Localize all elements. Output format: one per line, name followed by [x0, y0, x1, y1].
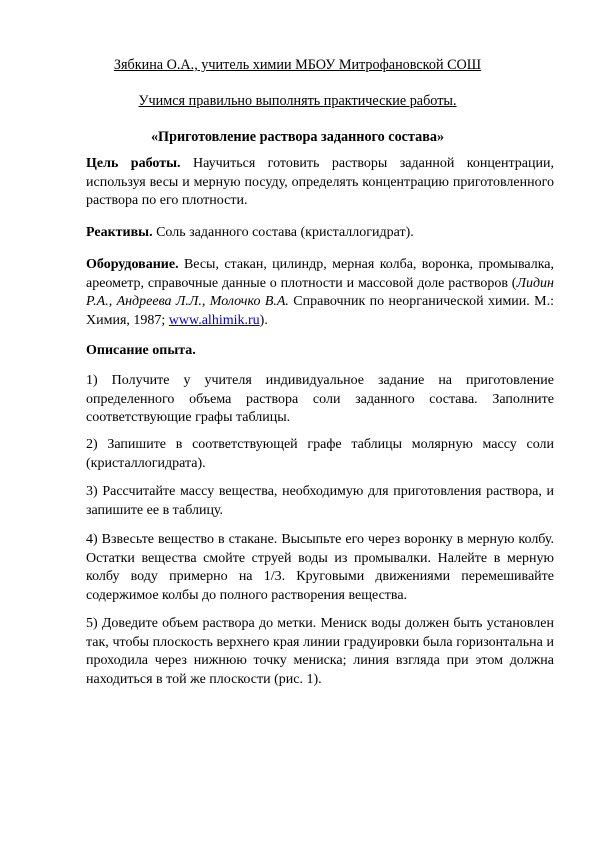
equipment-label: Оборудование. — [86, 257, 179, 272]
step-3-line-1: 3) Рассчитайте массу вещества, необходимую для приготовления раствора, и — [86, 484, 554, 499]
description-section — [86, 342, 554, 361]
goal-line-3: раствора по его плотности. — [86, 193, 248, 209]
step-5-line-4: находиться в той же плоскости (рис. 1). — [86, 671, 322, 687]
step-5-line-2: так, чтобы плоскость верхнего края линии градуировки была горизонтальна и — [86, 634, 554, 650]
step-5-line-1: 5) Доведите объем раствора до метки. Мениск воды должен быть установлен — [86, 616, 554, 631]
goal-label: Цель работы. — [86, 156, 181, 171]
step-1-line-1: 1) Получите у учителя индивидуальное задание на приготовление — [86, 373, 554, 388]
equipment-line-4: Химия, 1987; www.alhimik.ru). — [86, 312, 268, 328]
step-4-line-2: Остатки вещества смойте струей воды из промывалки. Налейте в мерную — [86, 550, 554, 566]
reagents-line: Реактивы. Соль заданного состава (кристаллогидрат). — [86, 225, 414, 240]
step-5-line-3: проходила через нижнюю точку мениска; линия взгляда при этом должна — [86, 653, 554, 669]
step-2-line-1: 2) Запишите в соответствующей графе таблицы молярную массу соли — [86, 437, 554, 452]
step-4-line-3: колбу воду примерно на 1/3. Круговыми движениями перемешивайте — [86, 569, 554, 585]
description-heading: Описание опыта. — [86, 343, 196, 358]
equipment-line-3: Р.А., Андреева Л.Л., Молочко В.А. Справочник по неорганической химии. М.: — [86, 294, 554, 310]
alhimik-link[interactable]: www.alhimik.ru — [168, 312, 260, 328]
step-1-line-2: определенного объема раствора соли заданного состава. Заполните — [86, 391, 554, 407]
step-1-line-3: соответствующие графы таблицы. — [86, 410, 291, 426]
step-5 — [86, 615, 554, 689]
step-3 — [86, 483, 554, 520]
step-2 — [86, 436, 554, 473]
goal-line-2: используя весы и мерную посуду, определять концентрацию приготовленного — [86, 174, 554, 190]
work-title: «Приготовление раствора заданного состава» — [150, 129, 445, 145]
step-4-line-4: содержимое колбы до полного растворения вещества. — [86, 587, 408, 603]
goal-paragraph — [86, 155, 554, 211]
author-header: Зябкина О.А., учитель химии МБОУ Митрофановской СОШ — [113, 57, 482, 73]
goal-line-1: Цель работы. Научиться готовить растворы заданной концентрации, — [86, 156, 554, 171]
equipment-line-2: ареометр, справочные данные о плотности и массовой доле растворов (Лидин — [86, 275, 554, 291]
step-4-line-1: 4) Взвесьте вещество в стакане. Высыпьте его через воронку в мерную колбу. — [86, 532, 554, 547]
equipment-line-1: Оборудование. Весы, стакан, цилиндр, мерная колба, воронка, промывалка, — [86, 257, 554, 272]
equipment-paragraph — [86, 256, 554, 330]
step-1 — [86, 372, 554, 428]
reagents-paragraph — [86, 224, 554, 243]
header-subtitle: Учимся правильно выполнять практические работы. — [138, 93, 457, 109]
reagents-label: Реактивы. — [86, 225, 153, 240]
step-4 — [86, 531, 554, 605]
step-3-line-2: запишите ее в таблицу. — [86, 502, 224, 518]
step-2-line-2: (кристаллогидрата). — [86, 455, 206, 471]
